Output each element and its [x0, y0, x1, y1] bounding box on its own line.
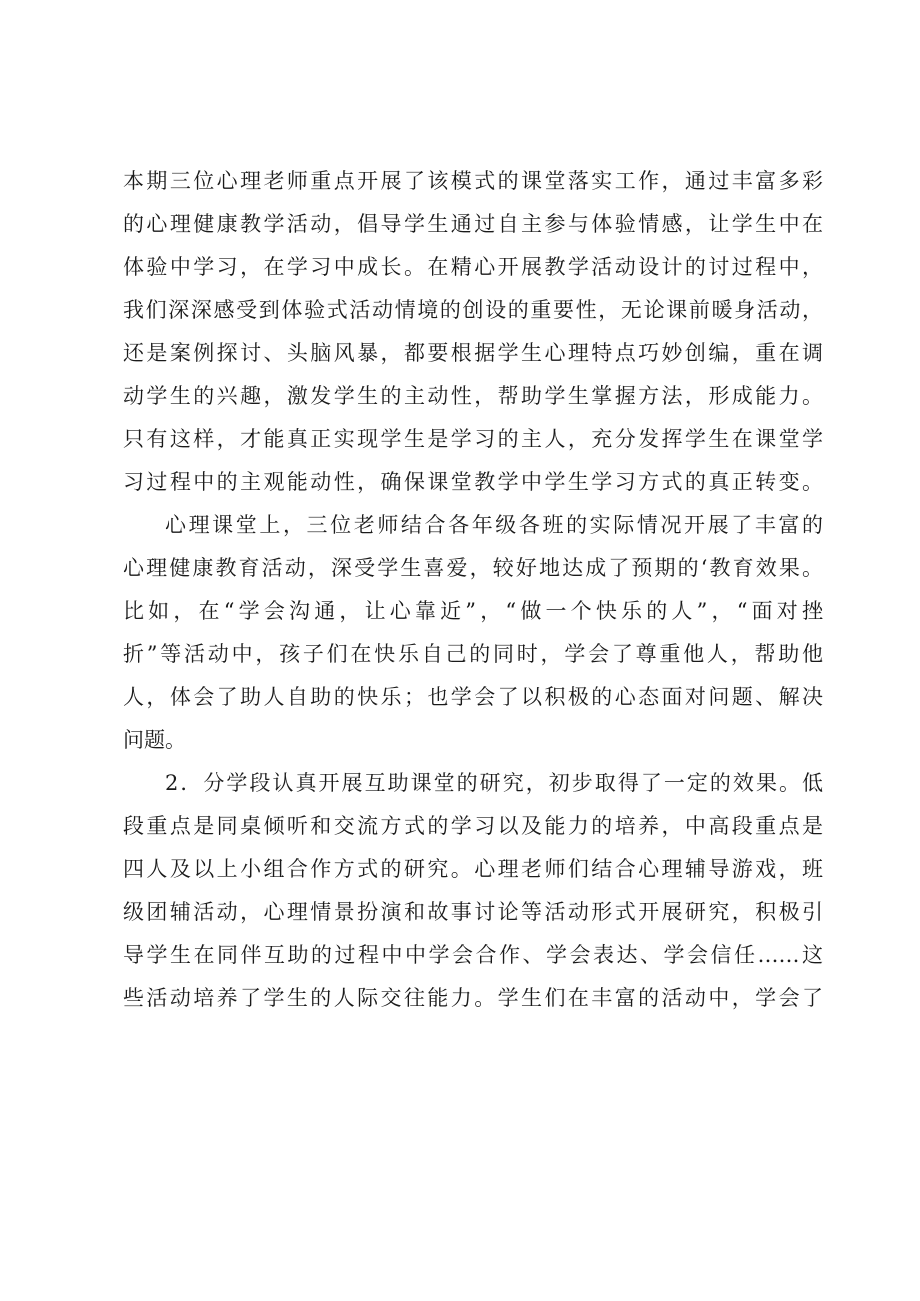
text-line: 我们深深感受到体验式活动情境的创设的重要性，无论课前暖身活动， — [123, 298, 823, 322]
text-line: 心理健康教育活动，深受学生喜爱，较好地达成了预期的‘教育效果。 — [123, 556, 823, 580]
text-line: 比如，在“学会沟通，让心靠近”，“做一个快乐的人”，“面对挫 — [123, 599, 823, 623]
paragraph-2 — [123, 504, 823, 762]
text-line: 本期三位心理老师重点开展了该模式的课堂落实工作，通过丰富多彩 — [123, 169, 823, 193]
text-line: 级团辅活动，心理情景扮演和故事讨论等活动形式开展研究，积极引 — [123, 900, 823, 924]
text-line: 的心理健康教学活动，倡导学生通过自主参与体验情感，让学生中在 — [123, 212, 823, 236]
text-line: 动学生的兴趣，激发学生的主动性，帮助学生掌握方法，形成能力。 — [123, 384, 823, 408]
paragraph-1 — [123, 160, 823, 504]
paragraph-3 — [123, 762, 823, 1020]
text-line: 段重点是同桌倾听和交流方式的学习以及能力的培养，中高段重点是 — [123, 814, 823, 838]
text-line: 四人及以上小组合作方式的研究。心理老师们结合心理辅导游戏，班 — [123, 857, 823, 881]
text-line: 习过程中的主观能动性，确保课堂教学中学生学习方式的真正转变。 — [123, 470, 823, 494]
text-line: 只有这样，才能真正实现学生是学习的主人，充分发挥学生在课堂学 — [123, 427, 823, 451]
text-line: 心理课堂上，三位老师结合各年级各班的实际情况开展了丰富的 — [165, 513, 823, 537]
text-line: 体验中学习，在学习中成长。在精心开展教学活动设计的讨过程中， — [123, 255, 823, 279]
body-text — [123, 160, 823, 1020]
text-line: 人，体会了助人自助的快乐；也学会了以积极的心态面对问题、解决 — [123, 685, 823, 709]
text-line: 折”等活动中，孩子们在快乐自己的同时，学会了尊重他人，帮助他 — [123, 642, 823, 666]
text-line: 问题。 — [123, 728, 186, 752]
text-line: 2．分学段认真开展互助课堂的研究，初步取得了一定的效果。低 — [165, 771, 823, 795]
text-line: 些活动培养了学生的人际交往能力。学生们在丰富的活动中，学会了 — [123, 986, 823, 1010]
text-line: 还是案例探讨、头脑风暴，都要根据学生心理特点巧妙创编，重在调 — [123, 341, 823, 365]
text-line: 导学生在同伴互助的过程中中学会合作、学会表达、学会信任……这 — [123, 943, 823, 967]
